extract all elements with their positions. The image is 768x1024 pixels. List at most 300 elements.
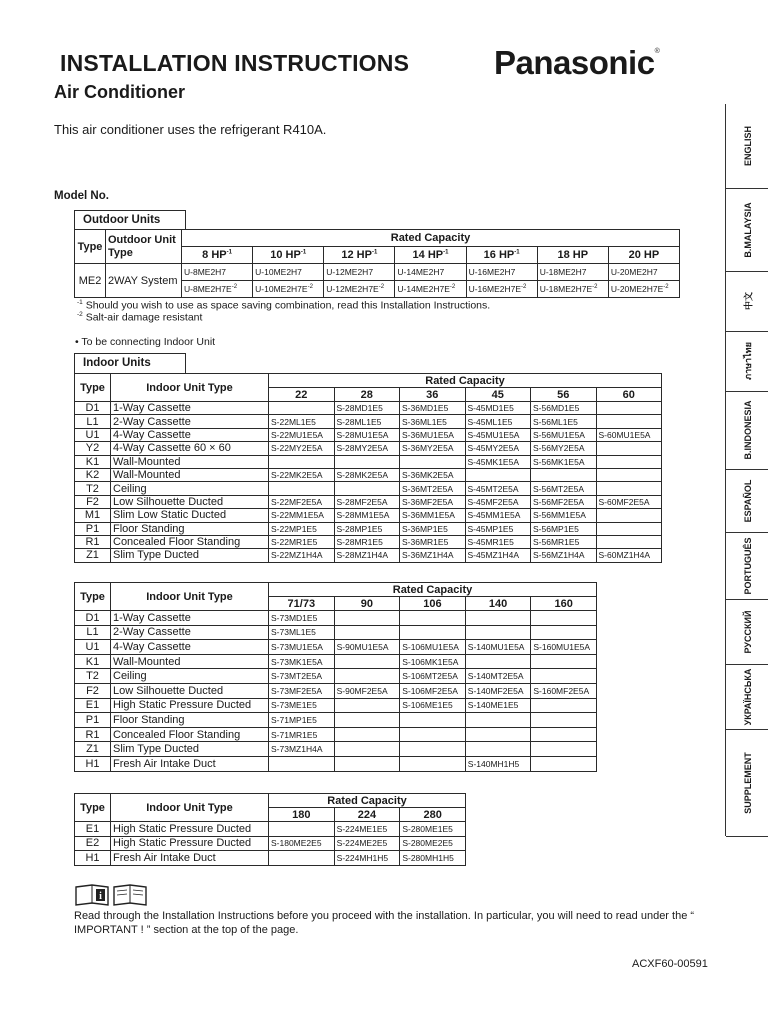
indoor-row [75,402,662,415]
rated-capacity-header: Rated Capacity [269,374,662,388]
model-code-cell: S-36MD1E5 [400,402,466,415]
model-code-cell: S-160MU1E5A [531,640,597,655]
indoor-type-cell: P1 [75,522,111,535]
model-code-cell: S-73MT2E5A [269,669,335,684]
indoor-unit-name-cell: 4-Way Cassette 60 × 60 [111,442,269,455]
model-code-cell: U-20ME2H7 [608,264,679,281]
indoor-type-cell: E1 [75,698,111,713]
model-code-cell: S-45MU1E5A [465,428,531,441]
model-code-cell: S-280ME1E5 [400,822,466,837]
model-code-cell: U-18ME2H7 [537,264,608,281]
model-code-cell: S-28MP1E5 [334,522,400,535]
model-code-cell [596,402,662,415]
model-code-cell: S-45MK1E5A [465,455,531,468]
model-code-cell: S-28MD1E5 [334,402,400,415]
indoor-table-medium [74,582,597,772]
language-sidebar [725,104,768,836]
indoor-type-cell: H1 [75,756,111,771]
col-unit-type-header: Indoor Unit Type [111,374,269,402]
model-code-cell [531,756,597,771]
model-code-cell: S-71MR1E5 [269,727,335,742]
model-code-cell [596,535,662,548]
indoor-unit-name-cell: Ceiling [111,482,269,495]
language-tab[interactable] [726,599,768,665]
indoor-row [75,625,597,640]
model-code-cell [334,713,400,728]
indoor-unit-name-cell: Ceiling [111,669,269,684]
model-code-cell: S-45MD1E5 [465,402,531,415]
model-code-cell: S-71MP1E5 [269,713,335,728]
read-notice: Read through the Installation Instructions before you proceed with the installation. In particular, you will need to read under the “ IMPORTANT ! ” section at the top of the page. [74,910,695,936]
model-code-cell: S-56ML1E5 [531,415,597,428]
model-code-cell [269,455,335,468]
indoor-unit-name-cell: Fresh Air Intake Duct [111,756,269,771]
indoor-unit-name-cell: Concealed Floor Standing [111,535,269,548]
outdoor-model-row [75,264,680,281]
model-code-cell: U-10ME2H7 [253,264,324,281]
connecting-note: • To be connecting Indoor Unit [75,336,216,348]
hp-header: 8 $HP^{-1}$ [182,247,253,264]
model-code-cell [465,713,531,728]
model-code-cell: S-180ME2E5 [269,836,335,851]
language-tab-label: ESPAÑOL [742,479,753,522]
model-code-cell [334,611,400,626]
model-code-cell [269,756,335,771]
capacity-header: 56 [531,388,597,402]
indoor-type-cell: K2 [75,468,111,481]
model-code-cell [596,415,662,428]
indoor-type-cell: E1 [75,822,111,837]
indoor-type-cell: K1 [75,654,111,669]
model-code-cell [400,756,466,771]
model-no-label: Model No. [54,190,109,202]
indoor-type-cell: U1 [75,428,111,441]
indoor-unit-name-cell: 4-Way Cassette [111,640,269,655]
indoor-table-small [74,373,662,563]
model-code-cell: S-224ME1E5 [334,822,400,837]
indoor-row [75,669,597,684]
footnote-2: $^{-2}$ Salt-air damage resistant [77,311,203,324]
model-code-cell [400,713,466,728]
outdoor-units-table [74,229,680,298]
indoor-unit-name-cell: Slim Type Ducted [111,742,269,757]
language-tab[interactable] [726,331,768,392]
hp-header: 18 HP [537,247,608,264]
capacity-header: 22 [269,388,335,402]
document-code: ACXF60-00591 [632,958,708,970]
outdoor-type-cell: ME2 [75,264,106,298]
indoor-type-cell: K1 [75,455,111,468]
indoor-type-cell: M1 [75,509,111,522]
language-tab[interactable] [726,391,768,470]
capacity-header: 71/73 [269,597,335,611]
model-code-cell: S-36MK2E5A [400,468,466,481]
indoor-unit-name-cell: Floor Standing [111,713,269,728]
indoor-table-large [74,793,466,866]
model-code-cell: S-45MM1E5A [465,509,531,522]
capacity-header: 106 [400,597,466,611]
model-code-cell: U-16ME2H7 [466,264,537,281]
indoor-row [75,851,466,866]
model-code-cell [334,482,400,495]
indoor-unit-name-cell: 4-Way Cassette [111,428,269,441]
indoor-unit-name-cell: Wall-Mounted [111,654,269,669]
manual-icons [74,883,148,912]
model-code-cell: S-45MY2E5A [465,442,531,455]
indoor-unit-name-cell: 1-Way Cassette [111,611,269,626]
model-code-cell: S-28ML1E5 [334,415,400,428]
indoor-type-cell: Z1 [75,549,111,562]
rated-capacity-header: Rated Capacity [269,794,466,808]
indoor-unit-name-cell: Wall-Mounted [111,455,269,468]
model-code-cell: S-22MP1E5 [269,522,335,535]
model-code-cell: S-56MM1E5A [531,509,597,522]
model-code-cell: S-45ML1E5 [465,415,531,428]
book-icon [114,885,146,905]
model-code-cell: S-45MZ1H4A [465,549,531,562]
language-tab-label: PORTUGUÊS [742,536,753,595]
model-code-cell: $U-16ME2H7E^{-2}$ [466,281,537,298]
outdoor-header-row [75,230,680,247]
indoor-type-cell: F2 [75,495,111,508]
model-code-cell [334,654,400,669]
language-tab[interactable] [726,271,768,332]
model-code-cell: U-14ME2H7 [395,264,466,281]
model-code-cell [400,727,466,742]
capacity-header: 280 [400,808,466,822]
model-code-cell [465,468,531,481]
model-code-cell: S-73MF2E5A [269,683,335,698]
indoor-unit-name-cell: High Static Pressure Ducted [111,698,269,713]
indoor-row [75,727,597,742]
model-code-cell: S-56MU1E5A [531,428,597,441]
hp-header: 16 $HP^{-1}$ [466,247,537,264]
indoor-unit-name-cell: 2-Way Cassette [111,625,269,640]
model-code-cell: S-22MU1E5A [269,428,335,441]
svg-text:i: i [99,891,102,902]
model-code-cell: S-45MF2E5A [465,495,531,508]
model-code-cell [400,625,466,640]
indoor-type-cell: F2 [75,683,111,698]
model-code-cell [531,468,597,481]
model-code-cell: S-36ML1E5 [400,415,466,428]
model-code-cell [596,522,662,535]
model-code-cell [400,455,466,468]
hp-header: 10 $HP^{-1}$ [253,247,324,264]
indoor-type-cell: Z1 [75,742,111,757]
model-code-cell: S-224ME2E5 [334,836,400,851]
model-code-cell [531,742,597,757]
indoor-unit-name-cell: 1-Way Cassette [111,402,269,415]
capacity-header: 28 [334,388,400,402]
col-type-header: Type [75,583,111,611]
model-code-cell [596,455,662,468]
indoor-row [75,428,662,441]
indoor-row [75,482,662,495]
indoor-type-cell: D1 [75,402,111,415]
model-code-cell: S-36MZ1H4A [400,549,466,562]
model-code-cell: S-36MR1E5 [400,535,466,548]
model-code-cell: S-280MH1H5 [400,851,466,866]
capacity-header: 45 [465,388,531,402]
model-code-cell: S-28MU1E5A [334,428,400,441]
indoor-header-row [75,374,662,388]
indoor-unit-name-cell: Low Silhouette Ducted [111,683,269,698]
language-tab[interactable] [726,664,768,730]
model-code-cell: S-106ME1E5 [400,698,466,713]
model-code-cell: S-73MZ1H4A [269,742,335,757]
page-title: INSTALLATION INSTRUCTIONS [60,50,410,76]
indoor-type-cell: H1 [75,851,111,866]
model-code-cell: S-60MU1E5A [596,428,662,441]
indoor-row [75,509,662,522]
info-book-icons [74,883,148,907]
indoor-row [75,442,662,455]
model-code-cell: S-140ME1E5 [465,698,531,713]
model-code-cell: S-140MH1H5 [465,756,531,771]
indoor-unit-name-cell: Slim Type Ducted [111,549,269,562]
indoor-unit-name-cell: Slim Low Static Ducted [111,509,269,522]
model-code-cell: S-140MF2E5A [465,683,531,698]
model-code-cell: S-22MF2E5A [269,495,335,508]
model-code-cell: $U-8ME2H7E^{-2}$ [182,281,253,298]
indoor-unit-name-cell: Concealed Floor Standing [111,727,269,742]
model-code-cell [334,742,400,757]
language-tab[interactable] [726,188,768,272]
indoor-row [75,535,662,548]
model-code-cell: S-140MU1E5A [465,640,531,655]
model-code-cell: $U-12ME2H7E^{-2}$ [324,281,395,298]
model-code-cell: S-56MT2E5A [531,482,597,495]
outdoor-unit-type-cell: 2WAY System [106,264,182,298]
model-code-cell [465,625,531,640]
model-code-cell: S-22MR1E5 [269,535,335,548]
indoor-row [75,549,662,562]
model-code-cell: $U-10ME2H7E^{-2}$ [253,281,324,298]
indoor-row [75,640,597,655]
language-tab[interactable] [726,532,768,600]
indoor-row [75,522,662,535]
indoor-row [75,611,597,626]
model-code-cell: S-60MZ1H4A [596,549,662,562]
col-unit-type-header: Indoor Unit Type [111,583,269,611]
model-code-cell: S-73ME1E5 [269,698,335,713]
model-code-cell: S-140MT2E5A [465,669,531,684]
model-code-cell: S-90MF2E5A [334,683,400,698]
language-tab-label: SUPPLEMENT [742,751,753,814]
capacity-header: 140 [465,597,531,611]
rated-capacity-header: Rated Capacity [269,583,597,597]
capacity-header: 224 [334,808,400,822]
indoor-type-cell: E2 [75,836,111,851]
indoor-row [75,683,597,698]
indoor-unit-name-cell: Floor Standing [111,522,269,535]
language-tab[interactable] [726,104,768,189]
capacity-header: 36 [400,388,466,402]
model-code-cell: $U-18ME2H7E^{-2}$ [537,281,608,298]
indoor-unit-name-cell: 2-Way Cassette [111,415,269,428]
language-tab-label: B.MALAYSIA [742,201,753,258]
model-code-cell: S-224MH1H5 [334,851,400,866]
model-code-cell: S-90MU1E5A [334,640,400,655]
model-code-cell [531,727,597,742]
model-code-cell: S-22MM1E5A [269,509,335,522]
col-type-header: Type [75,374,111,402]
model-code-cell: S-22MY2E5A [269,442,335,455]
indoor-type-cell: P1 [75,713,111,728]
model-code-cell [334,625,400,640]
model-code-cell: $U-14ME2H7E^{-2}$ [395,281,466,298]
model-code-cell: U-8ME2H7 [182,264,253,281]
model-code-cell [400,742,466,757]
indoor-row [75,415,662,428]
model-code-cell [465,742,531,757]
language-tab-label: ภาษาไทย [742,342,753,380]
model-code-cell: S-36MU1E5A [400,428,466,441]
indoor-type-cell: R1 [75,535,111,548]
model-code-cell: S-160MF2E5A [531,683,597,698]
model-code-cell [465,654,531,669]
model-code-cell: S-28MM1E5A [334,509,400,522]
model-code-cell: S-56MY2E5A [531,442,597,455]
model-code-cell: S-106MT2E5A [400,669,466,684]
model-code-cell [269,482,335,495]
model-code-cell: S-56MF2E5A [531,495,597,508]
language-tab-label: УКРАЇНСЬКА [742,668,753,725]
indoor-type-cell: U1 [75,640,111,655]
model-code-cell: S-60MF2E5A [596,495,662,508]
indoor-row [75,698,597,713]
intro-text: This air conditioner uses the refrigerant R410A. [54,122,327,137]
model-code-cell: S-45MP1E5 [465,522,531,535]
indoor-type-cell: T2 [75,482,111,495]
indoor-unit-name-cell: Fresh Air Intake Duct [111,851,269,866]
model-code-cell: S-36MP1E5 [400,522,466,535]
model-code-cell [531,698,597,713]
model-code-cell: S-73ML1E5 [269,625,335,640]
model-code-cell [334,455,400,468]
brand-logo [494,44,659,82]
model-code-cell: S-28MF2E5A [334,495,400,508]
model-code-cell: S-106MK1E5A [400,654,466,669]
model-code-cell: S-28MR1E5 [334,535,400,548]
indoor-row [75,836,466,851]
indoor-row [75,742,597,757]
model-code-cell: S-28MZ1H4A [334,549,400,562]
model-code-cell: S-73MK1E5A [269,654,335,669]
model-code-cell [465,611,531,626]
language-tab-label: РУССКИЙ [742,610,753,653]
capacity-header: 180 [269,808,335,822]
model-code-cell: S-280ME2E5 [400,836,466,851]
model-code-cell [596,482,662,495]
model-code-cell [465,727,531,742]
model-code-cell: S-56MZ1H4A [531,549,597,562]
model-code-cell: S-22MK2E5A [269,468,335,481]
indoor-unit-name-cell: Low Silhouette Ducted [111,495,269,508]
model-code-cell: S-36MT2E5A [400,482,466,495]
model-code-cell [531,713,597,728]
model-code-cell: S-56MD1E5 [531,402,597,415]
indoor-type-cell: R1 [75,727,111,742]
model-code-cell [596,442,662,455]
language-tab-label: B.INDONESIA [742,400,753,460]
model-code-cell: S-73MU1E5A [269,640,335,655]
brand-name: Panasonic [494,44,655,81]
model-code-cell: S-73MD1E5 [269,611,335,626]
model-code-cell: S-36MF2E5A [400,495,466,508]
indoor-type-cell: D1 [75,611,111,626]
model-code-cell: S-106MU1E5A [400,640,466,655]
info-icon [76,885,108,905]
col-unit-type-header: Indoor Unit Type [111,794,269,822]
model-code-cell: S-28MY2E5A [334,442,400,455]
registered-mark: ® [654,48,660,55]
rated-capacity-header: Rated Capacity [182,230,680,247]
col-type-header: Type [75,794,111,822]
language-tab[interactable] [726,469,768,533]
indoor-type-cell: L1 [75,415,111,428]
indoor-unit-name-cell: High Static Pressure Ducted [111,822,269,837]
language-tab-label: 中文 [743,291,753,311]
footnote-1: $^{-1}$ Should you wish to use as space saving combination, read this Installation Instructions. [77,299,491,312]
indoor-row [75,756,597,771]
model-code-cell: U-12ME2H7 [324,264,395,281]
model-code-cell [531,654,597,669]
indoor-row [75,468,662,481]
model-code-cell [400,611,466,626]
model-code-cell [596,509,662,522]
model-code-cell: S-56MK1E5A [531,455,597,468]
model-code-cell [334,727,400,742]
indoor-header-row [75,794,466,808]
indoor-row [75,455,662,468]
model-code-cell [596,468,662,481]
hp-header: 14 $HP^{-1}$ [395,247,466,264]
model-code-cell: S-36MM1E5A [400,509,466,522]
model-code-cell: S-56MR1E5 [531,535,597,548]
model-code-cell: $U-20ME2H7E^{-2}$ [608,281,679,298]
indoor-row [75,822,466,837]
model-code-cell: S-22MZ1H4A [269,549,335,562]
language-tab-label: ENGLISH [742,125,753,167]
indoor-row [75,495,662,508]
capacity-header: 60 [596,388,662,402]
indoor-unit-name-cell: Wall-Mounted [111,468,269,481]
capacity-header: 160 [531,597,597,611]
language-tab[interactable] [726,729,768,837]
indoor-unit-name-cell: High Static Pressure Ducted [111,836,269,851]
hp-header: 20 HP [608,247,679,264]
model-code-cell [531,611,597,626]
model-code-cell: S-106MF2E5A [400,683,466,698]
indoor-row [75,713,597,728]
model-code-cell: S-45MR1E5 [465,535,531,548]
model-code-cell [334,756,400,771]
indoor-units-label: Indoor Units [74,353,186,373]
outdoor-units-label: Outdoor Units [74,210,186,229]
model-code-cell [269,851,335,866]
indoor-type-cell: L1 [75,625,111,640]
model-code-cell [334,698,400,713]
col-type-header: Type [75,230,106,264]
model-code-cell: S-36MY2E5A [400,442,466,455]
indoor-header-row [75,583,597,597]
indoor-type-cell: T2 [75,669,111,684]
indoor-type-cell: Y2 [75,442,111,455]
col-unit-type-header: Outdoor Unit Type [106,230,182,264]
model-code-cell [531,625,597,640]
